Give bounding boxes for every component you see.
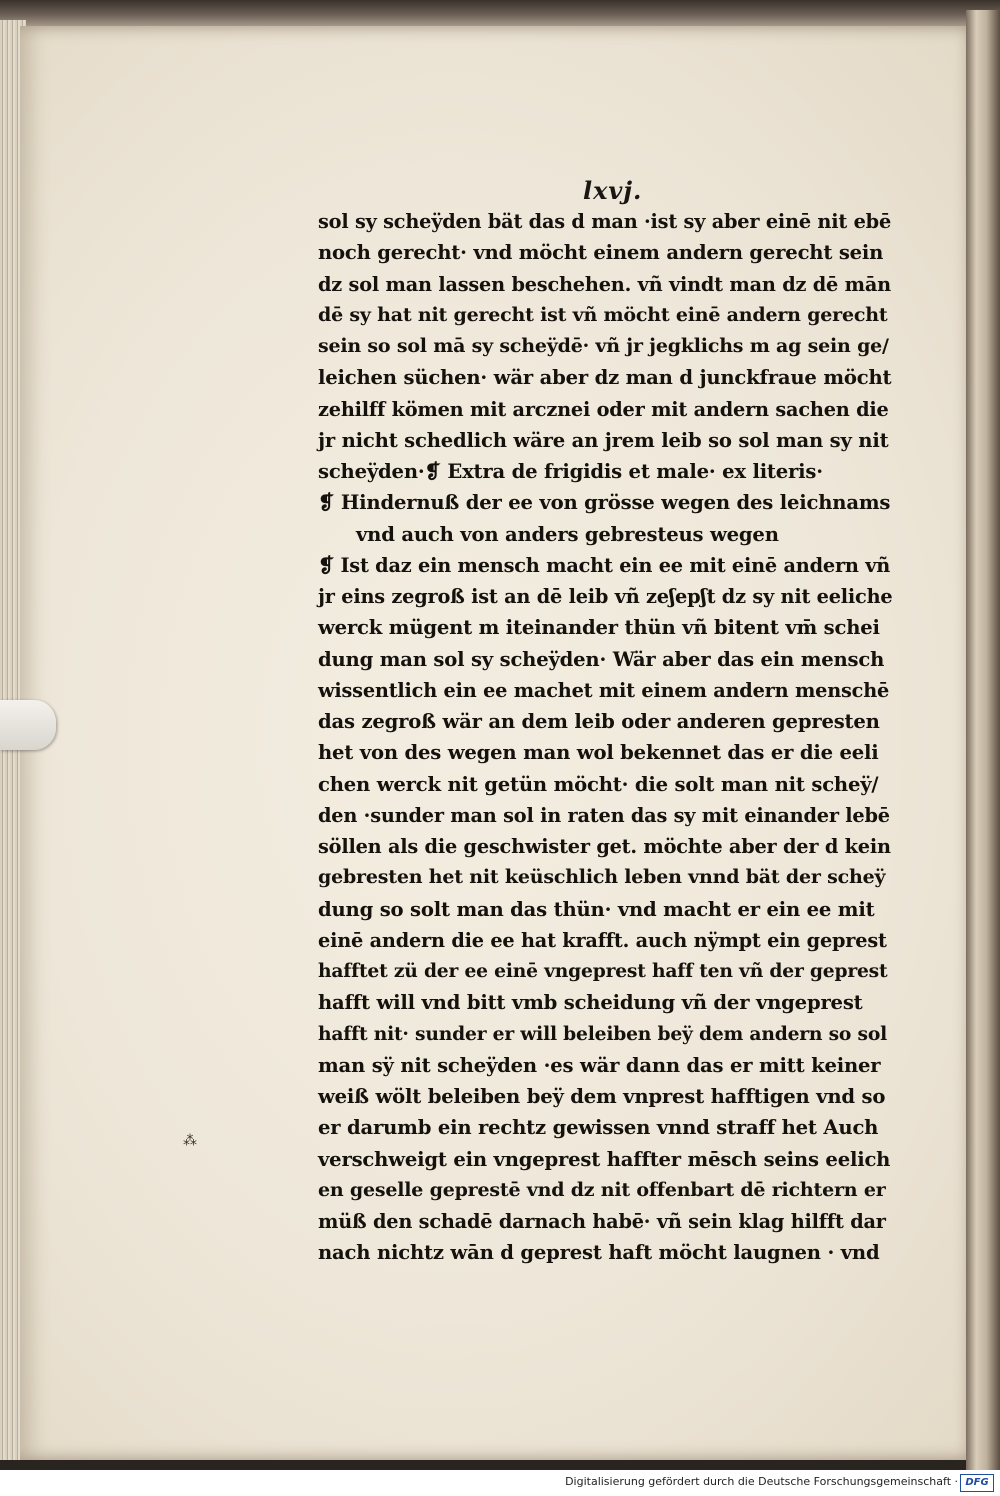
text-line: zehilff kömen mit arcznei oder mit andern sachen die [318, 397, 889, 421]
page-tab-marker [0, 700, 56, 750]
text-line: hafftet zü der ee einē vngeprest haff ten vñ der geprest [318, 960, 888, 982]
text-block [318, 206, 893, 1269]
text-line: dē sy hat nit gerecht ist vñ möcht einē andern gerecht [318, 303, 888, 326]
text-line: man sÿ nit scheÿden ·es wär dann das er mitt keiner [318, 1053, 881, 1077]
text-line: das zegroß wär an dem leib oder anderen gepresten [318, 710, 880, 733]
text-line: er darumb ein rechtz gewissen vnnd straff het Auch [318, 1116, 879, 1140]
text-line: gebresten het nit keüschlich leben vnnd bät der scheÿ [318, 866, 886, 889]
text-line: leichen süchen· wär aber dz man d junckfraue möcht [318, 366, 892, 390]
text-line: vnd auch von anders gebresteus wegen [356, 522, 779, 546]
text-line: en geselle geprestē vnd dz nit offenbart dē richtern er [318, 1178, 886, 1201]
text-line: scheÿden·❡ Extra de frigidis et male· ex literis· [318, 460, 823, 483]
text-line: sein so sol mā sy scheÿdē· vñ jr jegklichs m ag sein ge/ [318, 335, 889, 357]
text-line: jr nicht schedlich wäre an jrem leib so sol man sy nit [318, 428, 889, 452]
text-line: hafft will vnd bitt vmb scheidung vñ der vngeprest [318, 991, 863, 1015]
text-line: söllen als die geschwister get. möchte aber der d kein [318, 835, 891, 858]
text-line: ❡ Hindernuß der ee von grösse wegen des leichnams [318, 491, 891, 515]
text-line: wissentlich ein ee machet mit einem andern menschē [318, 678, 890, 702]
book-gutter [966, 10, 1000, 1470]
text-line: hafft nit· sunder er will beleiben beÿ dem andern so sol [318, 1022, 887, 1045]
text-line: den ·sunder man sol in raten das sy mit einander lebē [318, 803, 890, 827]
dfg-logo-icon: DFG [960, 1474, 994, 1492]
text-line: dz sol man lassen beschehen. vñ vindt man dz dē mān [318, 272, 891, 296]
text-line: noch gerecht· vnd möcht einem andern gerecht sein [318, 241, 884, 265]
text-line: werck mügent m iteinander thün vñ bitent vm̄ schei [318, 616, 880, 640]
text-line: dung man sol sy scheÿden· Wär aber das ein mensch [318, 647, 885, 671]
text-line: chen werck nit getün möcht· die solt man nit scheÿ/ [318, 772, 879, 796]
text-line: nach nichtz wān d geprest haft möcht laugnen · vnd [318, 1241, 880, 1265]
text-line: ❡ Ist daz ein mensch macht ein ee mit einē andern vñ [318, 553, 891, 577]
text-line: verschweigt ein vngeprest haffter mēsch seins eelich [318, 1147, 891, 1171]
text-line: müß den schadē darnach habē· vñ sein klag hilfft dar [318, 1210, 886, 1233]
text-line: einē andern die ee hat krafft. auch nÿmpt ein geprest [318, 928, 887, 952]
text-line: weiß wölt beleiben beÿ dem vnprest hafftigen vnd so [318, 1085, 886, 1108]
text-line: dung so solt man das thün· vnd macht er ein ee mit [318, 897, 875, 921]
funding-credit: Digitalisierung gefördert durch die Deutsche Forschungsgemeinschaft · [565, 1475, 958, 1488]
text-line: sol sy scheÿden bät das d man ·ist sy aber einē nit ebē [318, 210, 892, 233]
text-line: het von des wegen man wol bekennet das er die eeli [318, 741, 879, 765]
text-line: jr eins zegroß ist an dē leib vñ zeʃepʃt dz sy nit eeliche [318, 585, 893, 608]
folio-number: lxvj. [583, 176, 643, 205]
footer-bar [0, 1470, 1000, 1496]
stray-ink-mark: ⁂ [183, 1133, 197, 1149]
